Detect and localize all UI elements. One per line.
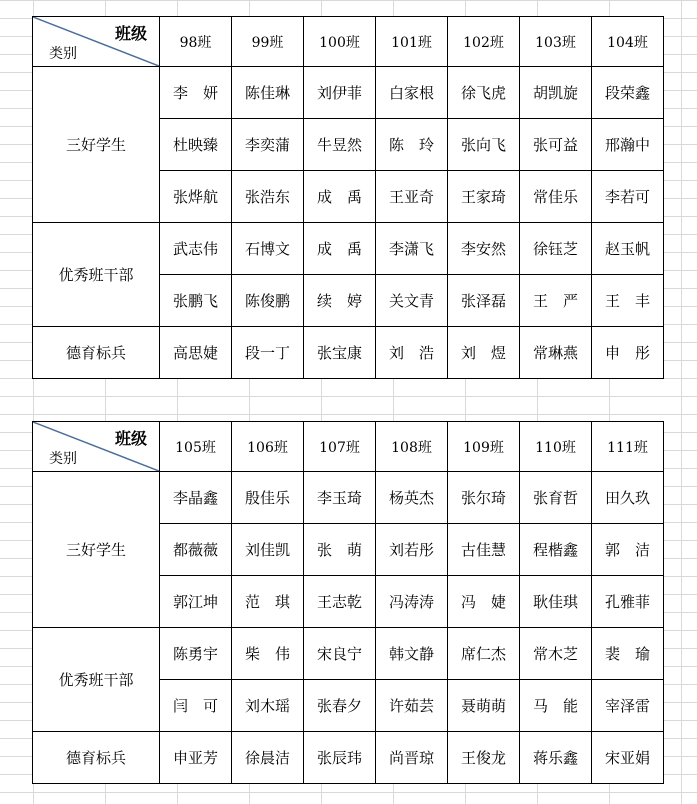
table-row <box>33 472 664 524</box>
category-cell: 德育标兵 <box>33 327 160 379</box>
student-name-cell: 徐飞虎 <box>448 67 520 119</box>
student-name-cell: 张浩东 <box>232 171 304 223</box>
corner-category-label: 类别 <box>49 46 77 62</box>
student-name-cell: 聂萌萌 <box>448 680 520 732</box>
student-name-cell: 郭 洁 <box>592 524 664 576</box>
student-name-cell: 陈 玲 <box>376 119 448 171</box>
student-name-cell: 关文青 <box>376 275 448 327</box>
corner-class-label: 班级 <box>114 24 147 43</box>
student-name-cell: 李玉琦 <box>304 472 376 524</box>
student-name-cell: 王 丰 <box>592 275 664 327</box>
category-cell: 三好学生 <box>33 67 160 223</box>
class-header: 108班 <box>376 422 448 472</box>
student-name-cell: 徐钰芝 <box>520 223 592 275</box>
student-name-cell: 胡凯旋 <box>520 67 592 119</box>
table-row <box>33 327 664 379</box>
student-name-cell: 李潇飞 <box>376 223 448 275</box>
category-cell: 优秀班干部 <box>33 628 160 732</box>
category-cell: 德育标兵 <box>33 732 160 784</box>
student-name-cell: 宰泽雷 <box>592 680 664 732</box>
student-name-cell: 刘木瑶 <box>232 680 304 732</box>
corner-class-label: 班级 <box>114 429 147 448</box>
student-name-cell: 孔雅菲 <box>592 576 664 628</box>
student-name-cell: 裴 瑜 <box>592 628 664 680</box>
student-name-cell: 李奕蒲 <box>232 119 304 171</box>
student-name-cell: 王亚奇 <box>376 171 448 223</box>
student-name-cell: 杨英杰 <box>376 472 448 524</box>
student-name-cell: 张宝康 <box>304 327 376 379</box>
student-name-cell: 成 禹 <box>304 171 376 223</box>
student-name-cell: 白家根 <box>376 67 448 119</box>
student-name-cell: 冯 婕 <box>448 576 520 628</box>
student-name-cell: 张辰玮 <box>304 732 376 784</box>
student-name-cell: 李晶鑫 <box>160 472 232 524</box>
student-name-cell: 尚晋琼 <box>376 732 448 784</box>
student-name-cell: 蒋乐鑫 <box>520 732 592 784</box>
student-name-cell: 范 琪 <box>232 576 304 628</box>
student-name-cell: 常琳燕 <box>520 327 592 379</box>
header-row <box>33 422 664 472</box>
student-name-cell: 续 婷 <box>304 275 376 327</box>
student-name-cell: 张尔琦 <box>448 472 520 524</box>
student-name-cell: 邢瀚中 <box>592 119 664 171</box>
class-header: 104班 <box>592 17 664 67</box>
student-name-cell: 高思婕 <box>160 327 232 379</box>
student-name-cell: 许茹芸 <box>376 680 448 732</box>
student-name-cell: 张鹏飞 <box>160 275 232 327</box>
student-name-cell: 田久玖 <box>592 472 664 524</box>
student-name-cell: 李若可 <box>592 171 664 223</box>
table-row <box>33 628 664 680</box>
table-row <box>33 67 664 119</box>
class-header: 99班 <box>232 17 304 67</box>
student-name-cell: 郭江坤 <box>160 576 232 628</box>
student-name-cell: 闫 可 <box>160 680 232 732</box>
corner-category-label: 类别 <box>49 451 77 467</box>
student-name-cell: 韩文静 <box>376 628 448 680</box>
student-name-cell: 张 萌 <box>304 524 376 576</box>
student-name-cell: 徐晨洁 <box>232 732 304 784</box>
class-header: 105班 <box>160 422 232 472</box>
student-name-cell: 张向飞 <box>448 119 520 171</box>
class-header: 103班 <box>520 17 592 67</box>
student-name-cell: 申亚芳 <box>160 732 232 784</box>
student-name-cell: 段荣鑫 <box>592 67 664 119</box>
student-name-cell: 杜映臻 <box>160 119 232 171</box>
student-name-cell: 王志乾 <box>304 576 376 628</box>
honor-table-2 <box>32 421 664 784</box>
student-name-cell: 刘若彤 <box>376 524 448 576</box>
student-name-cell: 王 严 <box>520 275 592 327</box>
student-name-cell: 常木芝 <box>520 628 592 680</box>
student-name-cell: 都薇薇 <box>160 524 232 576</box>
student-name-cell: 石博文 <box>232 223 304 275</box>
student-name-cell: 耿佳琪 <box>520 576 592 628</box>
student-name-cell: 刘佳凯 <box>232 524 304 576</box>
student-name-cell: 马 能 <box>520 680 592 732</box>
honor-table-1 <box>32 16 664 379</box>
student-name-cell: 李 妍 <box>160 67 232 119</box>
class-header: 102班 <box>448 17 520 67</box>
student-name-cell: 段一丁 <box>232 327 304 379</box>
student-name-cell: 武志伟 <box>160 223 232 275</box>
student-name-cell: 宋亚娟 <box>592 732 664 784</box>
class-header: 110班 <box>520 422 592 472</box>
class-header: 106班 <box>232 422 304 472</box>
student-name-cell: 殷佳乐 <box>232 472 304 524</box>
corner-header-cell <box>33 422 160 472</box>
class-header: 100班 <box>304 17 376 67</box>
corner-header-cell <box>33 17 160 67</box>
student-name-cell: 张泽磊 <box>448 275 520 327</box>
student-name-cell: 张烨航 <box>160 171 232 223</box>
student-name-cell: 陈俊鹏 <box>232 275 304 327</box>
header-row <box>33 17 664 67</box>
student-name-cell: 申 彤 <box>592 327 664 379</box>
student-name-cell: 程楷鑫 <box>520 524 592 576</box>
student-name-cell: 宋良宁 <box>304 628 376 680</box>
student-name-cell: 冯涛涛 <box>376 576 448 628</box>
student-name-cell: 刘 浩 <box>376 327 448 379</box>
student-name-cell: 成 禹 <box>304 223 376 275</box>
student-name-cell: 赵玉帆 <box>592 223 664 275</box>
student-name-cell: 古佳慧 <box>448 524 520 576</box>
student-name-cell: 陈佳琳 <box>232 67 304 119</box>
class-header: 98班 <box>160 17 232 67</box>
student-name-cell: 常佳乐 <box>520 171 592 223</box>
student-name-cell: 王家琦 <box>448 171 520 223</box>
class-header: 109班 <box>448 422 520 472</box>
student-name-cell: 刘 煜 <box>448 327 520 379</box>
student-name-cell: 陈勇宇 <box>160 628 232 680</box>
category-cell: 优秀班干部 <box>33 223 160 327</box>
table-row <box>33 223 664 275</box>
student-name-cell: 张春夕 <box>304 680 376 732</box>
student-name-cell: 牛昱然 <box>304 119 376 171</box>
student-name-cell: 席仁杰 <box>448 628 520 680</box>
student-name-cell: 李安然 <box>448 223 520 275</box>
student-name-cell: 柴 伟 <box>232 628 304 680</box>
student-name-cell: 张育哲 <box>520 472 592 524</box>
student-name-cell: 张可益 <box>520 119 592 171</box>
class-header: 111班 <box>592 422 664 472</box>
student-name-cell: 刘伊菲 <box>304 67 376 119</box>
class-header: 101班 <box>376 17 448 67</box>
category-cell: 三好学生 <box>33 472 160 628</box>
table-row <box>33 732 664 784</box>
student-name-cell: 王俊龙 <box>448 732 520 784</box>
class-header: 107班 <box>304 422 376 472</box>
